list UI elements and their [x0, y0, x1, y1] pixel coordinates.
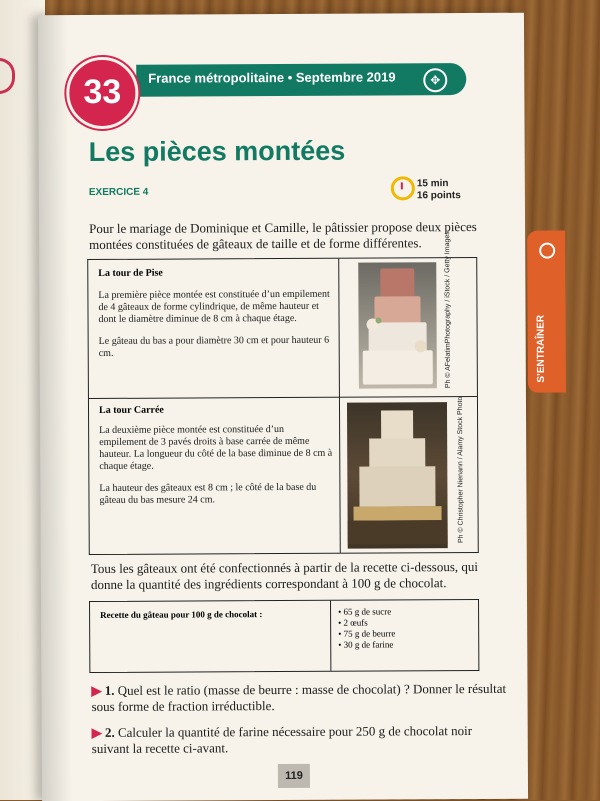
exercise-points: 16 points [416, 190, 461, 202]
photo-credit: Ph © Christopher Nienann / Alamy Stock Photo [456, 396, 465, 544]
cake-dimensions: La hauteur des gâteaux est 8 cm ; le côté de la base du gâteau du bas mesure 24 cm. [99, 481, 317, 506]
side-tab-label: S’ENTRAÎNER [535, 314, 547, 383]
ingredient-item: • 75 g de beurre [338, 628, 396, 639]
exercise-time: 15 min [416, 178, 449, 190]
cake-title: La tour de Pise [98, 267, 163, 279]
page-number: 119 [278, 764, 310, 788]
exercise-label: EXERCICE 4 [88, 186, 149, 199]
book-page [38, 13, 547, 801]
question-1: ▶ 1. Quel est le ratio (masse de beurre : masse de chocolat) ? Donner le résultat sous forme de fraction irréductible. [91, 680, 507, 715]
exercise-duration [417, 178, 461, 202]
ingredient-item: • 65 g de sucre [338, 606, 392, 617]
compass-icon: ✥ [423, 68, 447, 92]
page-marker-icon [0, 58, 15, 94]
cake-description: La première pièce montée est constituée d’un empilement de 4 gâteaux de forme cylindrique, de même hauteur et dont le diamètre diminue de 8 cm à chaque étage. [98, 288, 330, 325]
stopwatch-icon [539, 243, 555, 259]
clock-icon [391, 176, 415, 200]
ingredient-item: • 2 œufs [338, 617, 368, 628]
table-divider [330, 601, 331, 671]
ingredient-item: • 30 g de farine [338, 639, 394, 650]
triangle-bullet-icon: ▶ [91, 682, 102, 699]
cake-photo-pise [358, 262, 437, 388]
exam-number-badge: 33 [66, 57, 138, 129]
question-2: ▶ 2. Calculer la quantité de farine nécessaire pour 250 g de chocolat noir suivant la recette ci-avant. [91, 723, 473, 757]
cake-description: La deuxième pièce montée est constituée d’un empilement de 3 pavés droits à base carrée de même hauteur. La longueur du côté de la base diminue de 8 cm à chaque étage. [99, 423, 333, 472]
recipe-label: Recette du gâteau pour 100 g de chocolat : [100, 609, 263, 620]
cake-dimensions: Le gâteau du bas a pour diamètre 30 cm et pour hauteur 6 cm. [98, 334, 330, 359]
triangle-bullet-icon: ▶ [91, 724, 102, 741]
ingredient-list [338, 606, 395, 650]
cake-title: La tour Carrée [98, 404, 164, 416]
cake-photo-carree [347, 402, 448, 549]
photo-credit: Ph © AFelatimPhotography / iStock / Getty Images [444, 231, 452, 389]
page-title: Les pièces montées [88, 135, 346, 168]
recipe-intro: Tous les gâteaux ont été confectionnés à partir de la recette ci-dessous, qui donne la quantité des ingrédients correspondant à 100 g de chocolat. [90, 558, 479, 593]
session-title: France métropolitaine • Septembre 2019 [148, 69, 396, 86]
intro-text: Pour le mariage de Dominique et Camille, le pâtissier propose deux pièces montées constituées de gâteaux de taille et de forme différentes. [89, 218, 477, 253]
recipe-table [89, 599, 479, 673]
